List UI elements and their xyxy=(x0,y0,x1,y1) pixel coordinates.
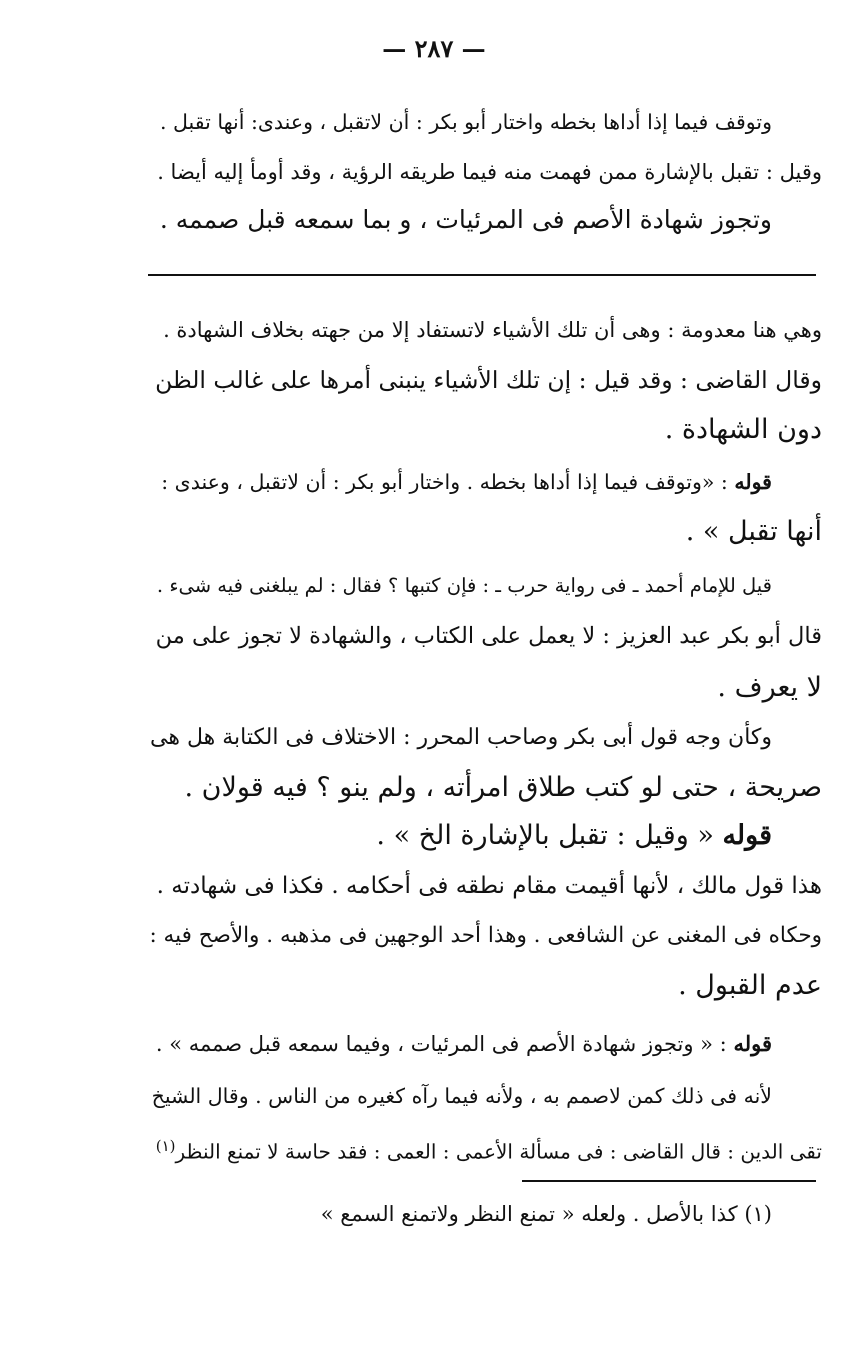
commentary-line xyxy=(150,816,772,856)
quote-keyword: قوله xyxy=(733,1031,772,1056)
footnote xyxy=(300,1197,772,1231)
commentary-line: وهي هنا معدومة : وهى أن تلك الأشياء لاتستفاد إلا من جهته بخلاف الشهادة . xyxy=(163,318,822,342)
commentary-line: قال أبو بكر عبد العزيز : لا يعمل على الكتاب ، والشهادة لا تجوز على من xyxy=(155,623,822,649)
commentary-line: لا يعرف . xyxy=(717,672,822,703)
footnote-reference[interactable]: (١) xyxy=(155,1137,176,1155)
footnote-divider xyxy=(522,1180,816,1182)
main-text-line: وقيل : تقبل بالإشارة ممن فهمت منه فيما طريقه الرؤية ، وقد أومأ إليه أيضا . xyxy=(157,160,822,184)
commentary-line xyxy=(150,1126,822,1172)
commentary-line: وكأن وجه قول أبى بكر وصاحب المحرر : الاختلاف فى الكتابة هل هى xyxy=(150,725,772,750)
commentary-line: وحكاه فى المغنى عن الشافعى . وهذا أحد الوجهين فى مذهبه . والأصح فيه : xyxy=(149,923,822,948)
main-text-line: وتجوز شهادة الأصم فى المرئيات ، و بما سمعه قبل صممه . xyxy=(159,205,772,234)
commentary-line: دون الشهادة . xyxy=(664,414,822,445)
quote-text: « وقيل : تقبل بالإشارة الخ » . xyxy=(376,820,714,851)
main-text-line: وتوقف فيما إذا أداها بخطه واختار أبو بكر : أن لاتقبل ، وعندى: أنها تقبل . xyxy=(160,110,772,134)
footnote-text: كذا بالأصل . ولعله « تمنع النظر ولاتمنع السمع » xyxy=(320,1202,738,1226)
quote-keyword: قوله xyxy=(734,470,772,494)
section-divider xyxy=(148,274,816,276)
commentary-line: قيل للإمام أحمد ـ فى رواية حرب ـ : فإن كتبها ؟ فقال : لم يبلغنى فيه شىء . xyxy=(156,574,772,597)
commentary-line: هذا قول مالك ، لأنها أقيمت مقام نطقه فى أحكامه . فكذا فى شهادته . xyxy=(156,873,822,899)
quote-text: : « وتجوز شهادة الأصم فى المرئيات ، وفيما سمعه قبل صممه » . xyxy=(155,1032,727,1056)
commentary-line xyxy=(150,1024,772,1064)
commentary-line: وقال القاضى : وقد قيل : إن تلك الأشياء ينبنى أمرها على غالب الظن xyxy=(155,366,822,394)
page-number: — ٢٨٧ — xyxy=(382,34,486,63)
commentary-text: تقى الدين : قال القاضى : فى مسألة الأعمى : العمى : فقد حاسة لا تمنع النظر xyxy=(175,1139,822,1164)
commentary-line: صريحة ، حتى لو كتب طلاق امرأته ، ولم ينو ؟ فيه قولان . xyxy=(184,772,822,803)
commentary-line: لأنه فى ذلك كمن لاصمم به ، ولأنه فيما رآه كغيره من الناس . وقال الشيخ xyxy=(151,1084,772,1108)
footnote-marker: (١) xyxy=(744,1202,772,1226)
quote-text: : «وتوقف فيما إذا أداها بخطه . واختار أبو بكر : أن لاتقبل ، وعندى : xyxy=(161,470,728,494)
commentary-line: عدم القبول . xyxy=(678,970,822,1001)
commentary-line: أنها تقبل » . xyxy=(685,516,822,547)
quote-keyword: قوله xyxy=(722,820,772,851)
commentary-line xyxy=(150,462,772,502)
